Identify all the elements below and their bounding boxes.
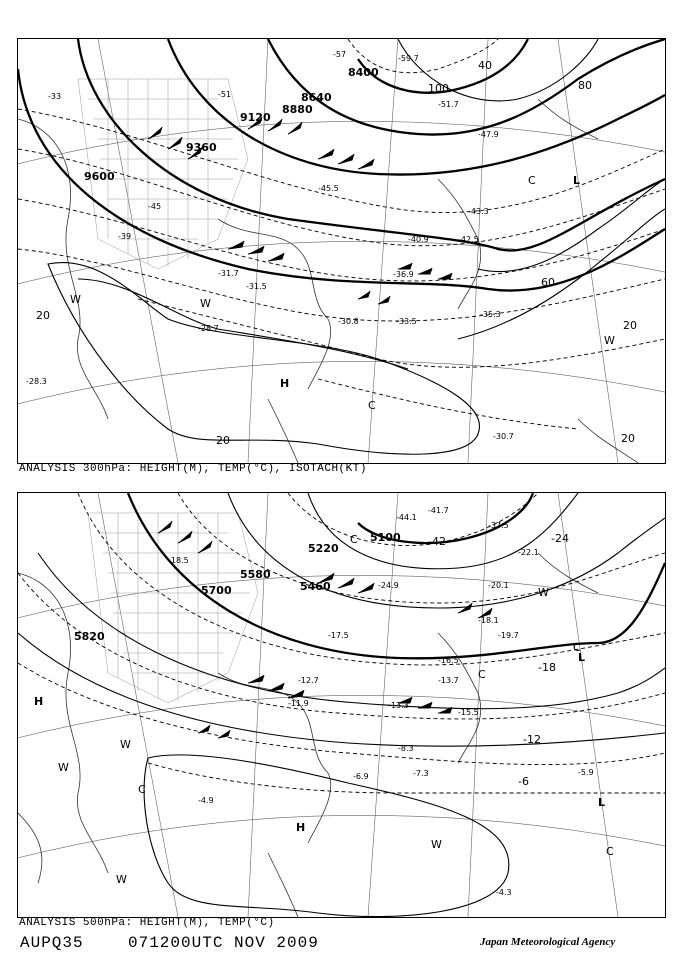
agency-name: Japan Meteorological Agency [480,936,616,948]
isotach-label-40: 40 [478,59,492,72]
high-symbol: H [34,695,44,708]
temp-label: -7.3 [413,769,429,778]
temp-label: -31.5 [246,282,267,291]
coastlines [18,553,598,917]
isotach-label-100: 100 [428,82,449,95]
isotach-label-20b: 20 [216,434,230,447]
temp-label: -4.3 [496,888,512,897]
isotach-label-20: 20 [36,309,50,322]
temp-label: -17.5 [328,631,349,640]
cold-symbol: C [478,668,486,681]
isotach-label-60: 60 [541,276,555,289]
low-symbol: L [598,796,606,809]
low-symbol: L [578,651,586,664]
height-label-8400: 8400 [348,66,379,79]
height-label-5580: 5580 [240,568,271,581]
cold-symbol: C [606,845,614,858]
temp-contour-label: -12 [523,733,541,746]
height-label-5700: 5700 [201,584,232,597]
temp-label: -22.1 [518,548,539,557]
graticule [18,493,665,917]
temp-label: -44.1 [396,513,417,522]
warm-symbol: W [116,873,127,886]
height-label-8880: 8880 [282,103,313,116]
height-label-5100: 5100 [370,531,401,544]
height-label-9360: 9360 [186,141,217,154]
temp-label: -28.7 [198,324,219,333]
caption-500hpa: ANALYSIS 500hPa: HEIGHT(M), TEMP(°C) [19,917,275,929]
graticule [18,39,665,463]
temp-label: -13.3 [388,701,409,710]
warm-symbol: W [120,738,131,751]
height-label-9120: 9120 [240,111,271,124]
temp-label: -45.5 [318,184,339,193]
isotach-label-20c: 20 [623,319,637,332]
temp-label: -5.9 [578,768,594,777]
warm-symbol: W [200,297,211,310]
hatched-area [88,513,258,703]
temp-label: -28.3 [26,377,47,386]
map-300hpa-svg [18,39,665,463]
cold-symbol: C [350,533,358,546]
warm-symbol: W [538,586,549,599]
temp-label: -6.9 [353,772,369,781]
isotach-label-80: 80 [578,79,592,92]
temp-label: -33.5 [396,317,417,326]
temp-label: -51.7 [438,100,459,109]
temp-label: -47.9 [478,130,499,139]
temp-label: -42.5 [458,235,479,244]
height-contours [18,39,665,291]
cold-symbol: C [368,399,376,412]
cold-symbol: C [573,641,581,654]
temp-label: -31.7 [218,269,239,278]
height-label-8640: 8640 [301,91,332,104]
high-symbol: H [280,377,290,390]
height-contours [18,493,665,917]
temp-label: -24.9 [378,581,399,590]
temp-label: -51 [218,90,232,99]
map-panel-300hpa [17,38,666,464]
temp-label: -36.9 [393,270,414,279]
temp-label: -12.7 [298,676,319,685]
temp-label: -8.3 [398,744,414,753]
high-symbol: H [296,821,306,834]
temp-label: -45 [148,202,162,211]
height-label-5460: 5460 [300,580,331,593]
temp-label: -19.7 [498,631,519,640]
low-symbol: L [573,174,581,187]
temp-contour-label: -6 [518,775,529,788]
warm-symbol: W [70,293,81,306]
temp-label: -4.9 [198,796,214,805]
height-label-5220: 5220 [308,542,339,555]
temp-label: -30.7 [493,432,514,441]
isotach-label-20d: 20 [621,432,635,445]
valid-time: 071200UTC NOV 2009 [128,934,319,952]
temp-label: -20.1 [488,581,509,590]
temp-label: -57 [333,50,347,59]
map-panel-500hpa [17,492,666,918]
warm-symbol: W [58,761,69,774]
map-500hpa-svg [18,493,665,917]
temp-contour-label: -18 [538,661,556,674]
chart-id: AUPQ35 [20,934,84,952]
temp-label: -35.3 [480,310,501,319]
caption-300hpa: ANALYSIS 300hPa: HEIGHT(M), TEMP(°C), ISOTACH(KT) [19,463,367,475]
temp-label: -40.9 [408,235,429,244]
temp-label: -13.7 [438,676,459,685]
temp-label: -18.5 [168,556,189,565]
temp-label: -33 [48,92,62,101]
temp-label: -39 [118,232,132,241]
temp-label: -15.5 [458,708,479,717]
temp-contour-label: -24 [551,532,569,545]
height-label-5820: 5820 [74,630,105,643]
temp-label: -59.7 [398,54,419,63]
warm-symbol: W [604,334,615,347]
isotherms [18,39,665,429]
height-label-9600: 9600 [84,170,115,183]
temp-label: -30.8 [338,317,359,326]
temp-label: -18.1 [478,616,499,625]
temp-label: -43.3 [468,207,489,216]
temp-label: -11.9 [288,699,309,708]
warm-symbol: W [431,838,442,851]
cold-symbol: C [138,783,146,796]
cold-symbol: C [528,174,536,187]
temp-label: -41.7 [428,506,449,515]
temp-label: -37.5 [488,521,509,530]
temp-label: -16.5 [438,656,459,665]
temp-contour-label: -42 [428,535,446,548]
